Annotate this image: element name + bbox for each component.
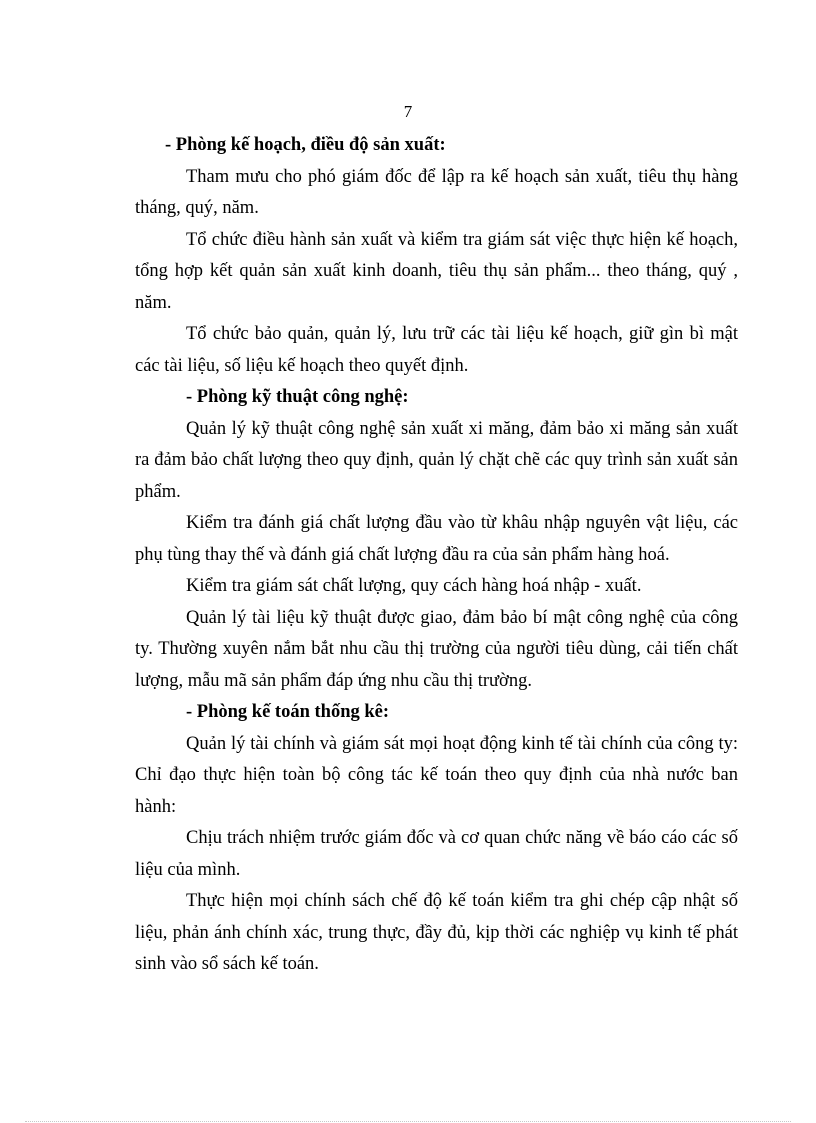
section-heading-technology: - Phòng kỹ thuật công nghệ:: [186, 387, 409, 407]
paragraph: Tham mưu cho phó giám đốc để lập ra kế hoạch sản xuất, tiêu thụ hàng tháng, quý, năm.: [135, 166, 738, 218]
paragraph: Kiểm tra giám sát chất lượng, quy cách hàng hoá nhập - xuất.: [186, 576, 642, 596]
page-bottom-divider: [25, 1121, 791, 1122]
document-body: [135, 130, 738, 981]
section-heading-accounting: - Phòng kế toán thống kê:: [186, 702, 390, 722]
paragraph: Thực hiện mọi chính sách chế độ kế toán kiểm tra ghi chép cập nhật số liệu, phản ánh chính xác, trung thực, đầy đủ, kịp thời các nghiệp vụ kinh tế phát sinh vào sổ sách kế toán.: [135, 891, 738, 974]
section-heading-planning: - Phòng kế hoạch, điều độ sản xuất:: [165, 135, 446, 155]
paragraph: Tổ chức điều hành sản xuất và kiểm tra giám sát việc thực hiện kế hoạch, tổng hợp kết quản sản xuất kinh doanh, tiêu thụ sản phẩm... theo tháng, quý , năm.: [135, 229, 738, 313]
page-number: 7: [403, 102, 413, 121]
paragraph: Quản lý tài liệu kỹ thuật được giao, đảm bảo bí mật công nghệ của công ty. Thường xuyên nắm bắt nhu cầu thị trường của người tiêu dùng, cải tiến chất lượng, mẫu mã sản phẩm đáp ứng nhu cầu thị trường.: [135, 607, 738, 691]
paragraph: Quản lý kỹ thuật công nghệ sản xuất xi măng, đảm bảo xi măng sản xuất ra đảm bảo chất lượng theo quy định, quản lý chặt chẽ các quy trình sản xuất sản phẩm.: [135, 418, 738, 502]
paragraph: Chịu trách nhiệm trước giám đốc và cơ quan chức năng về báo cáo các số liệu của mình.: [135, 828, 738, 880]
paragraph: Tổ chức bảo quản, quản lý, lưu trữ các tài liệu kế hoạch, giữ gìn bì mật các tài liệu, số liệu kế hoạch theo quyết định.: [135, 324, 738, 376]
paragraph: Quản lý tài chính và giám sát mọi hoạt động kinh tế tài chính của công ty: Chỉ đạo thực hiện toàn bộ công tác kế toán theo quy định của nhà nước ban hành:: [135, 733, 738, 817]
paragraph: Kiểm tra đánh giá chất lượng đầu vào từ khâu nhập nguyên vật liệu, các phụ tùng thay thế và đánh giá chất lượng đầu ra của sản phẩm hàng hoá.: [135, 513, 738, 565]
